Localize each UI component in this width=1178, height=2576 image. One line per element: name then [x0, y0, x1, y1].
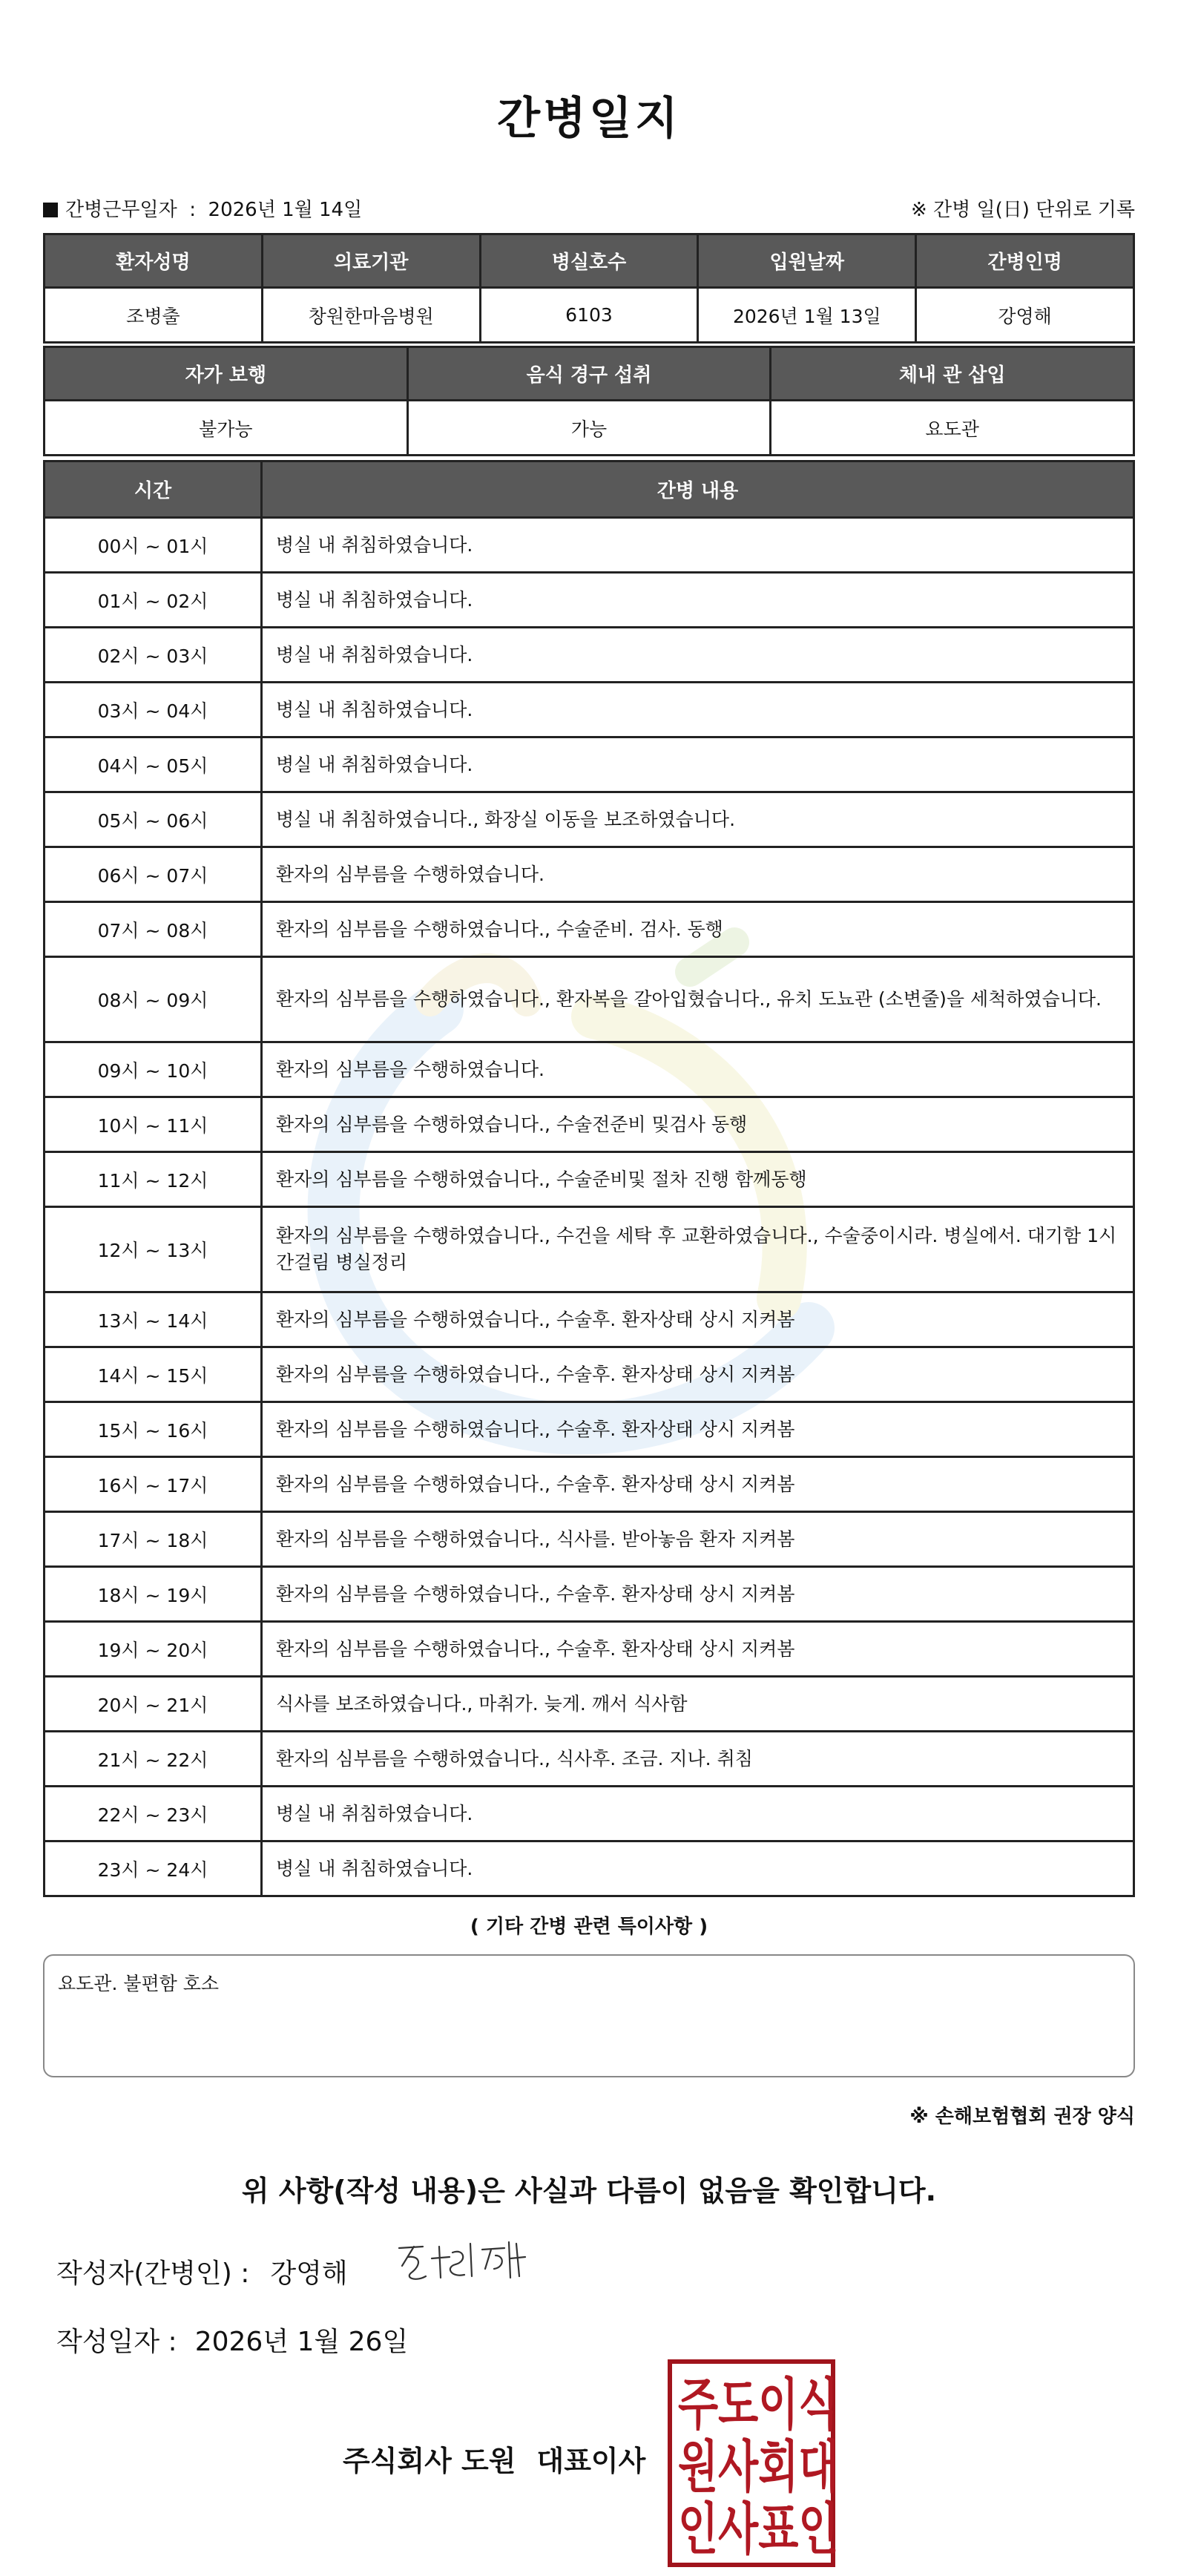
- log-time: 11시 ~ 12시: [45, 1152, 262, 1207]
- log-time: 17시 ~ 18시: [45, 1512, 262, 1567]
- log-time: 19시 ~ 20시: [45, 1622, 262, 1677]
- table-row: [45, 628, 1134, 683]
- log-time: 03시 ~ 04시: [45, 683, 262, 737]
- log-time: 07시 ~ 08시: [45, 902, 262, 957]
- log-content: 병실 내 취침하였습니다., 화장실 이동을 보조하였습니다.: [262, 792, 1134, 847]
- special-notes-title: ( 기타 간병 관련 특이사항 ): [470, 1916, 708, 1938]
- log-time: 14시 ~ 15시: [45, 1347, 262, 1402]
- log-time: 20시 ~ 21시: [45, 1677, 262, 1732]
- table-row: [45, 1787, 1134, 1841]
- work-date-value: 2026년 1월 14일: [208, 199, 363, 221]
- log-time: 13시 ~ 14시: [45, 1292, 262, 1347]
- company-signoff: [343, 2438, 645, 2479]
- work-date-separator: :: [189, 199, 196, 221]
- page-title: 간병일지: [497, 93, 681, 145]
- patient-info-table: [43, 233, 1135, 344]
- table-row: [45, 847, 1134, 902]
- log-content: 환자의 심부름을 수행하였습니다., 수술후. 환자상태 상시 지켜봄: [262, 1347, 1134, 1402]
- seal-char: 식: [798, 2373, 839, 2438]
- header-hospital: 의료기관: [262, 234, 480, 288]
- patient-name: 조병출: [45, 288, 263, 343]
- table-row: [45, 1841, 1134, 1896]
- log-time: 23시 ~ 24시: [45, 1841, 262, 1896]
- table-row: [45, 1457, 1134, 1512]
- work-date: [43, 194, 362, 222]
- seal-char: 회: [758, 2435, 799, 2500]
- table-row: [45, 1042, 1134, 1097]
- table-row: [45, 1567, 1134, 1622]
- company-seal-stamp: [668, 2359, 839, 2567]
- table-row: [45, 1097, 1134, 1152]
- log-time: 02시 ~ 03시: [45, 628, 262, 683]
- table-row: [45, 518, 1134, 573]
- log-time: 18시 ~ 19시: [45, 1567, 262, 1622]
- company-name: 주식회사 도원: [343, 2445, 516, 2477]
- hospital-name: 창원한마음병원: [262, 288, 480, 343]
- seal-char: 인: [678, 2497, 719, 2563]
- table-row: [45, 1347, 1134, 1402]
- seal-char: 주: [678, 2373, 719, 2438]
- log-content: 병실 내 취침하였습니다.: [262, 573, 1134, 628]
- log-content: 식사를 보조하였습니다., 마취가. 늦게. 깨서 식사함: [262, 1677, 1134, 1732]
- log-content: 환자의 심부름을 수행하였습니다., 수술준비. 검사. 동행: [262, 902, 1134, 957]
- walking-status: 불가능: [45, 401, 408, 456]
- work-date-label: 간병근무일자: [65, 199, 177, 221]
- log-time: 15시 ~ 16시: [45, 1402, 262, 1457]
- log-content: 환자의 심부름을 수행하였습니다., 수술후. 환자상태 상시 지켜봄: [262, 1622, 1134, 1677]
- table-row: [45, 683, 1134, 737]
- room-number: 6103: [480, 288, 698, 343]
- log-time: 08시 ~ 09시: [45, 957, 262, 1042]
- seal-char: 원: [678, 2435, 719, 2500]
- log-content: 환자의 심부름을 수행하였습니다., 수술준비및 절차 진행 함께동행: [262, 1152, 1134, 1207]
- log-content: 환자의 심부름을 수행하였습니다., 수건을 세탁 후 교환하였습니다., 수술중이시라. 병실에서. 대기함 1시간걸림 병실정리: [262, 1207, 1134, 1292]
- table-row: [45, 957, 1134, 1042]
- seal-grid: [678, 2370, 839, 2563]
- writer-label: 작성자(간병인) :: [56, 2258, 250, 2289]
- log-content: 병실 내 취침하였습니다.: [262, 737, 1134, 792]
- log-time: 06시 ~ 07시: [45, 847, 262, 902]
- log-content: 병실 내 취침하였습니다.: [262, 1787, 1134, 1841]
- header-care-content: 간병 내용: [262, 461, 1134, 518]
- care-log-table: [43, 460, 1135, 1897]
- catheter-status: 요도관: [771, 401, 1134, 456]
- table-row: [45, 573, 1134, 628]
- log-content: 환자의 심부름을 수행하였습니다., 환자복을 갈아입혔습니다., 유치 도뇨관 (소변줄)을 세척하였습니다.: [262, 957, 1134, 1042]
- written-date-row: [56, 2321, 408, 2359]
- log-content: 환자의 심부름을 수행하였습니다., 수술후. 환자상태 상시 지켜봄: [262, 1402, 1134, 1457]
- header-room: 병실호수: [480, 234, 698, 288]
- table-row: [45, 737, 1134, 792]
- log-content: 환자의 심부름을 수행하였습니다.: [262, 847, 1134, 902]
- header-time: 시간: [45, 461, 262, 518]
- writer-row: [56, 2253, 348, 2290]
- seal-char: 이: [758, 2373, 799, 2438]
- log-time: 09시 ~ 10시: [45, 1042, 262, 1097]
- confirmation-statement: 위 사항(작성 내용)은 사실과 다름이 없음을 확인합니다.: [241, 2175, 937, 2207]
- log-content: 환자의 심부름을 수행하였습니다., 수술전준비 및검사 동행: [262, 1097, 1134, 1152]
- seal-char: 표: [758, 2497, 799, 2563]
- table-row: [45, 1207, 1134, 1292]
- seal-char: 인: [798, 2497, 839, 2563]
- special-notes-text: 요도관. 불편함 호소: [58, 1973, 220, 1994]
- log-time: 12시 ~ 13시: [45, 1207, 262, 1292]
- table-row: [45, 1512, 1134, 1567]
- table-row: [45, 792, 1134, 847]
- log-content: 환자의 심부름을 수행하였습니다., 수술후. 환자상태 상시 지켜봄: [262, 1567, 1134, 1622]
- log-time: 16시 ~ 17시: [45, 1457, 262, 1512]
- table-row: [45, 1152, 1134, 1207]
- log-time: 05시 ~ 06시: [45, 792, 262, 847]
- table-row: [45, 1402, 1134, 1457]
- header-oral-intake: 음식 경구 섭취: [407, 347, 771, 401]
- table-row: [45, 1732, 1134, 1787]
- table-row: [45, 1622, 1134, 1677]
- patient-status-table: [43, 346, 1135, 456]
- table-row: [45, 902, 1134, 957]
- writer-name: 강영해: [270, 2258, 348, 2289]
- handwritten-signature: [393, 2233, 534, 2293]
- form-note: ※ 손해보험협회 권장 양식: [909, 2106, 1135, 2128]
- oral-intake-status: 가능: [407, 401, 771, 456]
- log-content: 병실 내 취침하였습니다.: [262, 683, 1134, 737]
- log-time: 10시 ~ 11시: [45, 1097, 262, 1152]
- header-admission-date: 입원날짜: [698, 234, 916, 288]
- log-content: 환자의 심부름을 수행하였습니다., 수술후. 환자상태 상시 지켜봄: [262, 1292, 1134, 1347]
- header-caregiver: 간병인명: [916, 234, 1134, 288]
- log-time: 21시 ~ 22시: [45, 1732, 262, 1787]
- header-walking: 자가 보행: [45, 347, 408, 401]
- seal-char: 도: [718, 2373, 759, 2438]
- table-row: [45, 1292, 1134, 1347]
- admission-date: 2026년 1월 13일: [698, 288, 916, 343]
- log-content: 병실 내 취침하였습니다.: [262, 1841, 1134, 1896]
- log-content: 병실 내 취침하였습니다.: [262, 518, 1134, 573]
- written-date-label: 작성일자 :: [56, 2327, 177, 2357]
- seal-char: 대: [798, 2435, 839, 2500]
- log-content: 환자의 심부름을 수행하였습니다., 식사를. 받아놓음 환자 지켜봄: [262, 1512, 1134, 1567]
- special-notes-box: [43, 1954, 1135, 2077]
- header-catheter: 체내 관 삽입: [771, 347, 1134, 401]
- seal-char: 사: [718, 2497, 759, 2563]
- representative-title: 대표이사: [536, 2445, 646, 2477]
- log-content: 병실 내 취침하였습니다.: [262, 628, 1134, 683]
- log-content: 환자의 심부름을 수행하였습니다., 식사후. 조금. 지나. 취침: [262, 1732, 1134, 1787]
- log-time: 01시 ~ 02시: [45, 573, 262, 628]
- log-time: 04시 ~ 05시: [45, 737, 262, 792]
- log-time: 22시 ~ 23시: [45, 1787, 262, 1841]
- table-row: [45, 1677, 1134, 1732]
- log-content: 환자의 심부름을 수행하였습니다., 수술후. 환자상태 상시 지켜봄: [262, 1457, 1134, 1512]
- written-date-value: 2026년 1월 26일: [194, 2327, 409, 2357]
- unit-note: ※ 간병 일(日) 단위로 기록: [910, 199, 1135, 221]
- meta-row: [43, 194, 1135, 221]
- header-patient-name: 환자성명: [45, 234, 263, 288]
- log-content: 환자의 심부름을 수행하였습니다.: [262, 1042, 1134, 1097]
- square-bullet-icon: [43, 203, 58, 217]
- seal-char: 사: [718, 2435, 759, 2500]
- log-time: 00시 ~ 01시: [45, 518, 262, 573]
- caregiver-name: 강영해: [916, 288, 1134, 343]
